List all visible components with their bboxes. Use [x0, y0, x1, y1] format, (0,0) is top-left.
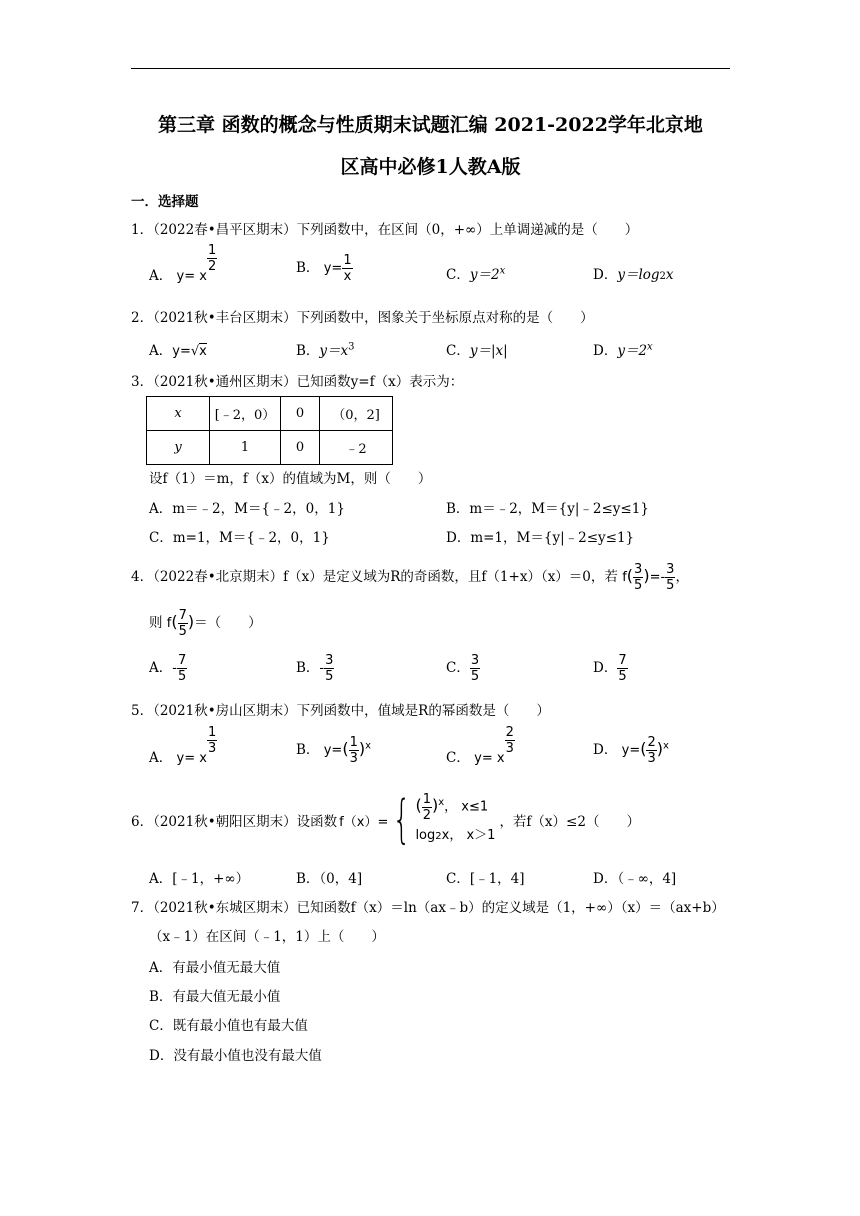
q4-option-b[interactable]: B．- $\frac{3}{5}$ — [296, 653, 334, 684]
q3-option-c[interactable]: C．m=1，M＝{﹣2，0，1} — [149, 530, 330, 546]
q6-option-a[interactable]: A．[﹣1，+∞） — [149, 871, 250, 887]
q2-option-a[interactable]: A．y=√x — [149, 343, 207, 359]
q1-option-c[interactable]: C．$y=2^x$ — [446, 265, 506, 283]
question-3-stem: 3．（2021秋•通州区期末）已知函数y=f（x）表示为： — [131, 374, 464, 390]
q1-b-fraction: $\frac{1}{x}$ — [343, 253, 352, 284]
question-4-stem: 4．（2022春•北京期末）f（x）是定义域为R的奇函数，且f（1+x）（x）＝0，若 f( $\frac{3}{5}$ )=- $\frac{3}{5}$ ， — [131, 562, 689, 593]
q5-option-d[interactable]: D． y=( $\frac{2}{3}$ )$^x$ — [593, 735, 669, 766]
q5-option-b[interactable]: B． y=( $\frac{1}{3}$ )$^x$ — [296, 735, 372, 766]
question-3-prompt: 设f（1）＝m，f（x）的值域为M，则（ ） — [149, 471, 432, 487]
document-title — [131, 104, 730, 188]
q6-option-d[interactable]: D．（﹣∞，4] — [593, 871, 677, 887]
q1-a-exponent: $\frac{1}{2}$ — [207, 243, 217, 274]
q6-option-b[interactable]: B．（0，4] — [296, 871, 363, 887]
table-row: x [﹣2，0） 0 （0，2] — [147, 397, 393, 431]
q2-option-d[interactable]: D．$y=2^x$ — [593, 341, 653, 359]
question-7-stem-line-2: （x﹣1）在区间（﹣1，1）上（ ） — [149, 929, 385, 945]
q2-option-c[interactable]: C．y＝|x| — [446, 343, 508, 359]
question-4-ask: 则 f( $\frac{7}{5}$ )＝（ ） — [149, 608, 262, 639]
q7-option-d[interactable]: D．没有最小值也没有最大值 — [149, 1048, 322, 1064]
q1-option-b[interactable]: B． y= $\frac{1}{x}$ — [296, 253, 352, 284]
q3-option-b[interactable]: B．m＝﹣2，M＝{y|﹣2≤y≤1} — [446, 501, 649, 517]
question-1-stem: 1．（2022春•昌平区期末）下列函数中，在区间（0，+∞）上单调递减的是（ ） — [131, 222, 639, 238]
question-7-stem-line-1: 7．（2021秋•东城区期末）已知函数f（x）＝ln（ax﹣b）的定义域是（1，+∞）（x）＝（ax+b） — [131, 900, 725, 916]
q4-option-a[interactable]: A．- $\frac{7}{5}$ — [149, 653, 187, 684]
q1-option-a[interactable]: A． y= x $\frac{1}{2}$ — [149, 243, 217, 284]
question-5-stem: 5．（2021秋•房山区期末）下列函数中，值域是R的幂函数是（ ） — [131, 703, 550, 719]
title-line-2: 区高中必修1人教A版 — [340, 156, 521, 178]
piecewise-cases: ( $\frac{1}{2}$ )$^x$， x≤1 log2x， x＞1 — [415, 791, 496, 843]
q7-option-c[interactable]: C．既有最小值也有最大值 — [149, 1018, 308, 1034]
section-heading: 一．选择题 — [131, 194, 199, 210]
q3-option-d[interactable]: D．m=1，M＝{y|﹣2≤y≤1} — [446, 530, 635, 546]
q3-option-a[interactable]: A．m＝﹣2，M＝{﹣2，0，1} — [149, 501, 345, 517]
q4-option-d[interactable]: D． $\frac{7}{5}$ — [593, 653, 627, 684]
q5-option-a[interactable]: A． y= x $\frac{1}{3}$ — [149, 725, 217, 766]
q7-option-a[interactable]: A．有最小值无最大值 — [149, 960, 281, 976]
sqrt-icon: √ — [190, 344, 200, 359]
question-2-stem: 2．（2021秋•丰台区期末）下列函数中，图象关于坐标原点对称的是（ ） — [131, 310, 594, 326]
table-row: y 1 0 ﹣2 — [147, 431, 393, 465]
q5-option-c[interactable]: C． y= x $\frac{2}{3}$ — [446, 725, 514, 766]
header-rule — [131, 68, 730, 69]
q6-option-c[interactable]: C．[﹣1，4] — [446, 871, 525, 887]
q1-option-d[interactable]: D．y＝log2x — [593, 267, 674, 283]
q4-option-c[interactable]: C． $\frac{3}{5}$ — [446, 653, 480, 684]
function-value-table — [146, 396, 393, 465]
title-line-1: 第三章 函数的概念与性质期末试题汇编 2021-2022学年北京地 — [158, 114, 703, 136]
q2-option-b[interactable]: B．$y=x^3$ — [296, 341, 355, 359]
q7-option-b[interactable]: B．有最大值无最小值 — [149, 989, 281, 1005]
brace-icon: { — [392, 790, 411, 850]
question-6-stem: 6．（2021秋•朝阳区期末）设函数 f（x）= { ( $\frac{1}{2}$ )$^x$， x≤1 log2x， x＞1 ，若f（x）≤2（ ） — [131, 790, 640, 850]
